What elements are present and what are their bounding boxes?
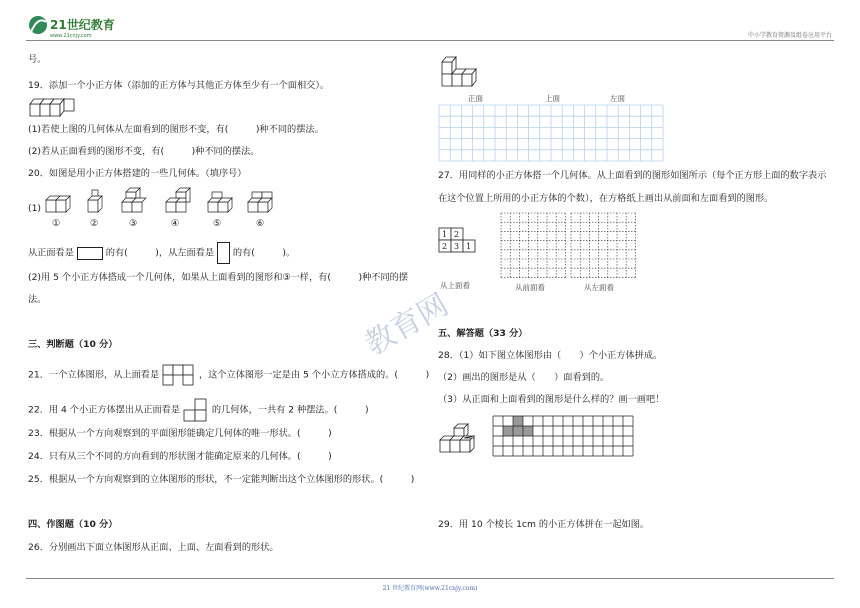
q27-left-grid <box>570 212 636 280</box>
q29: 29．用 10 个棱长 1cm 的小正方体拼在一起如图。 <box>438 519 650 530</box>
q19-text: 19．添加一个小正方体（添加的正方体与其他正方体至少有一个面相交）。 <box>28 80 330 91</box>
line-hao: 号。 <box>28 54 47 65</box>
q20-label-5: ⑤ <box>213 218 222 229</box>
q21-b: ，这个立体图形一定是由 5 个小立方体搭成的。( ) <box>198 369 430 381</box>
q23: 23．根据从一个方向观察到的平面图形能确定几何体的唯一形状。( ) <box>28 428 332 439</box>
section-4-title: 四、作图题（10 分） <box>28 519 118 530</box>
q20-label-6: ⑥ <box>256 218 265 229</box>
q20-text: 20．如图是用小正方体搭建的一些几何体。（填序号） <box>28 168 247 179</box>
q20-front-c: 的有( )。 <box>232 247 296 259</box>
q19-figure <box>28 96 78 118</box>
q24: 24．只有从三个不同的方向看到的形状图才能确定原来的几何体。( ) <box>28 451 332 462</box>
section-5-title: 五、解答题（33 分） <box>438 328 528 339</box>
q27-top-view <box>438 227 480 255</box>
two-square-icon <box>77 247 103 260</box>
q27-line1: 27．用同样的小正方体搭一个几何体。从上面看到的图形如图所示（每个正方形上面的数字表示 <box>438 170 827 181</box>
q20-front-a: 从正面看是 <box>28 247 74 259</box>
header-rule <box>26 40 834 41</box>
q27-line2: 在这个位置上所用的小正方体的个数），在方格纸上画出从前面和左面看到的图形。 <box>438 193 774 204</box>
section-3-title: 三、判断题（10 分） <box>28 339 118 350</box>
q20-label-3: ③ <box>129 218 138 229</box>
top-num-4: 3 <box>454 242 460 251</box>
top-num-5: 1 <box>466 242 472 251</box>
q28-shaded-cell <box>513 426 523 436</box>
q21-a: 21．一个立体图形，从上面看是 <box>28 369 160 381</box>
q19-part2: (2)若从正面看到的图形不变，有( )种不同的摆法。 <box>28 146 260 157</box>
q25: 25．根据从一个方向观察到的立体图形的形状，不一定能判断出这个立体图形的形状。( ) <box>28 474 415 485</box>
view-label-top: 上面 <box>545 94 560 103</box>
q26-answer-grid <box>438 104 666 162</box>
q28-shaded-cell <box>503 426 513 436</box>
tall-square-icon <box>217 242 230 264</box>
top-num-3: 2 <box>442 242 448 251</box>
footer-rule <box>26 578 834 579</box>
logo-icon <box>26 12 115 42</box>
q28-figure <box>438 420 490 456</box>
q22 <box>28 398 369 422</box>
q26-figure <box>438 50 484 88</box>
view-label-left: 左面 <box>610 94 625 103</box>
q20-part2b: 法。 <box>28 294 47 305</box>
q22-a: 22．用 4 个小正方体摆出从正面看是 <box>28 404 181 416</box>
q20-label-2: ② <box>90 218 99 229</box>
q28-part2: （2）画出的图形是从（ ）面看到的。 <box>438 372 610 383</box>
q27-caption-front: 从前面看 <box>515 283 545 292</box>
q21-top-view-icon <box>162 364 196 386</box>
q19-part1: (1)若使上图的几何体从左面看到的图形不变，有( )种不同的摆法。 <box>28 124 324 135</box>
watermark: 教育网 <box>359 287 455 363</box>
logo-sub: www.21cnjy.com <box>50 33 92 39</box>
footer-text: 21 世纪教育网(www.21cnjy.com) <box>382 585 478 592</box>
top-num-1: 1 <box>442 230 448 239</box>
q27-caption-top: 从上面看 <box>440 281 470 290</box>
q20-figures <box>42 186 282 230</box>
q28-shaded-cell <box>513 416 523 426</box>
view-label-front: 正面 <box>468 94 483 103</box>
q28-answer-grid <box>492 415 642 457</box>
q28-part3: （3）从正面和上面看到的图形是什么样的？画一画吧！ <box>438 394 665 405</box>
q22-b: 的几何体，一共有 2 种摆法。( ) <box>211 404 369 416</box>
q22-front-view-icon <box>183 398 209 422</box>
logo-text: 21世纪教育 <box>50 18 115 32</box>
q20-label-4: ④ <box>171 218 180 229</box>
q20-label-1: ① <box>52 218 61 229</box>
q27-front-grid <box>500 212 566 280</box>
top-num-2: 2 <box>454 230 460 239</box>
q21 <box>28 364 429 386</box>
q20-front-b: 的有( )，从左面看是 <box>105 247 215 259</box>
q20-part1-prefix: (1) <box>28 203 42 214</box>
q28-shaded-cell <box>523 426 533 436</box>
q27-caption-left: 从左面看 <box>584 283 614 292</box>
q20-front-line <box>28 242 295 264</box>
q20-part2: (2)用 5 个小正方体搭成一个几何体，如果从上面看到的图形和③一样，有( )种不同的摆 <box>28 272 409 283</box>
header-platform: 中小学教育资源及组卷应用平台 <box>747 32 832 39</box>
q26: 26．分别画出下面立体图形从正面、上面、左面看到的形状。 <box>28 542 279 553</box>
q28-part1: 28．（1）如下图立体图形由（ ）个小正方体拼成。 <box>438 350 663 361</box>
